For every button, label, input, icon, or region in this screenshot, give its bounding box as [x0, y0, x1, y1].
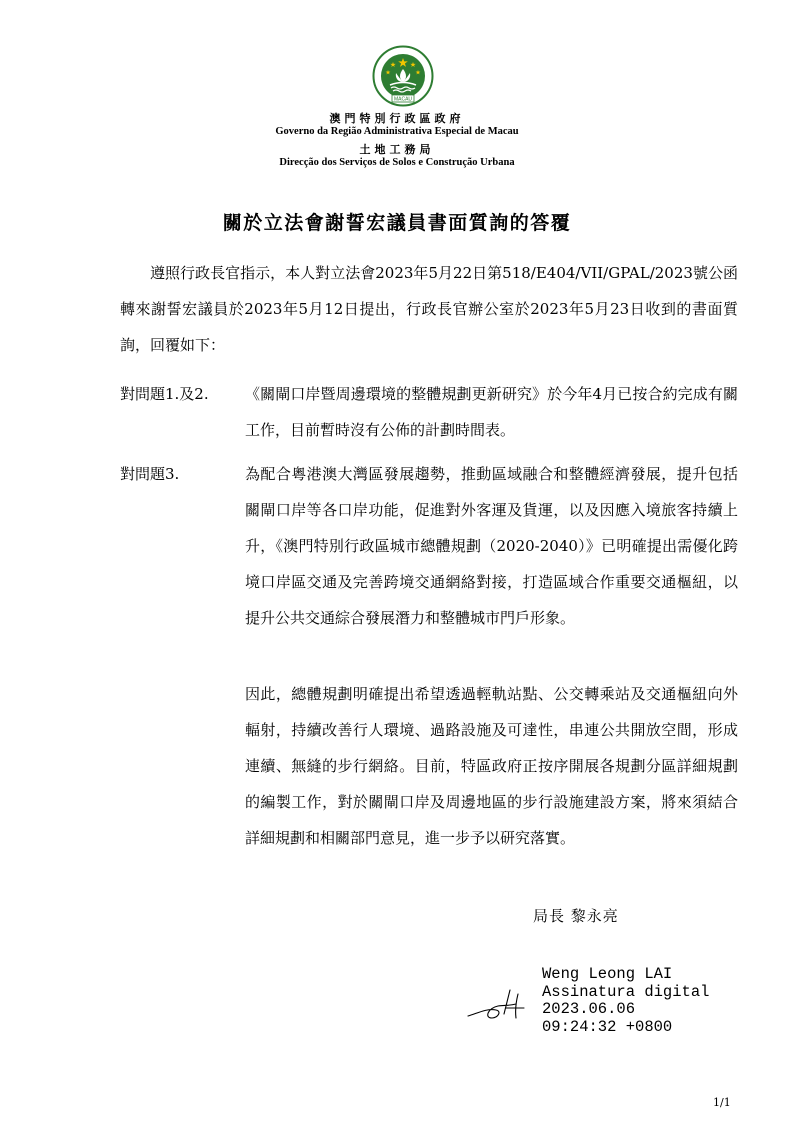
signature-type: Assinatura digital	[542, 982, 710, 1001]
answer-paragraph-q3-1: 為配合粵港澳大灣區發展趨勢，推動區域融合和整體經濟發展，提升包括關閘口岸等各口岸功能，促進對外客運及貨運，以及因應入境旅客持續上升，《澳門特別行政區城市總體規劃（2020-2040）》已明確提出需優化跨境口岸區交通及完善跨境交通網絡對接，打造區域合作重要交通樞紐，以提升公共交通綜合發展潛力和整體城市門戶形象。	[245, 465, 738, 627]
closing-signatory: 局長 黎永亮	[533, 907, 619, 925]
macao-emblem-icon	[372, 45, 434, 107]
page-number: 1/1	[713, 1096, 731, 1109]
intro-paragraph: 遵照行政長官指示，本人對立法會2023年5月22日第518/E404/VII/GPAL/2023號公函轉來謝誓宏議員於2023年5月12日提出，行政長官辦公室於2023年5月23日收到的書面質詢，回覆如下：	[120, 264, 738, 354]
answer-label-q3: 對問題3.	[120, 465, 180, 483]
signature-date: 2023.06.06	[542, 1000, 636, 1018]
answer-paragraph-q1-q2: 《關閘口岸暨周邊環境的整體規劃更新研究》於今年4月已按合約完成有關工作，目前暫時沒有公佈的計劃時間表。	[245, 385, 738, 439]
dept-name-portuguese: Direcção dos Serviços de Solos e Construção Urbana	[279, 157, 515, 168]
dept-name-chinese: 土地工務局	[359, 144, 435, 156]
signature-time: 09:24:32 +0800	[542, 1017, 673, 1036]
document-title: 關於立法會謝誓宏議員書面質詢的答覆	[222, 212, 572, 234]
answer-paragraph-q3-2: 因此，總體規劃明確提出希望透過輕軌站點、公交轉乘站及交通樞紐向外輻射，持續改善行人環境、過路設施及可達性，串連公共開放空間，形成連續、無縫的步行網絡。目前，特區政府正按序開展各規劃分區詳細規劃的編製工作，對於關閘口岸及周邊地區的步行設施建設方案，將來須結合詳細規劃和相關部門意見，進一步予以研究落實。	[245, 685, 738, 847]
org-name-chinese: 澳門特別行政區政府	[329, 113, 465, 125]
org-name-portuguese: Governo da Região Administrativa Especial de Macau	[275, 126, 519, 137]
answer-label-q1-q2: 對問題1.及2.	[120, 385, 209, 403]
handwritten-signature-icon	[466, 984, 530, 1026]
digital-signature-block	[542, 966, 709, 1036]
svg-text:MACAU: MACAU	[393, 96, 413, 103]
signature-name: Weng Leong LAI	[542, 965, 673, 983]
